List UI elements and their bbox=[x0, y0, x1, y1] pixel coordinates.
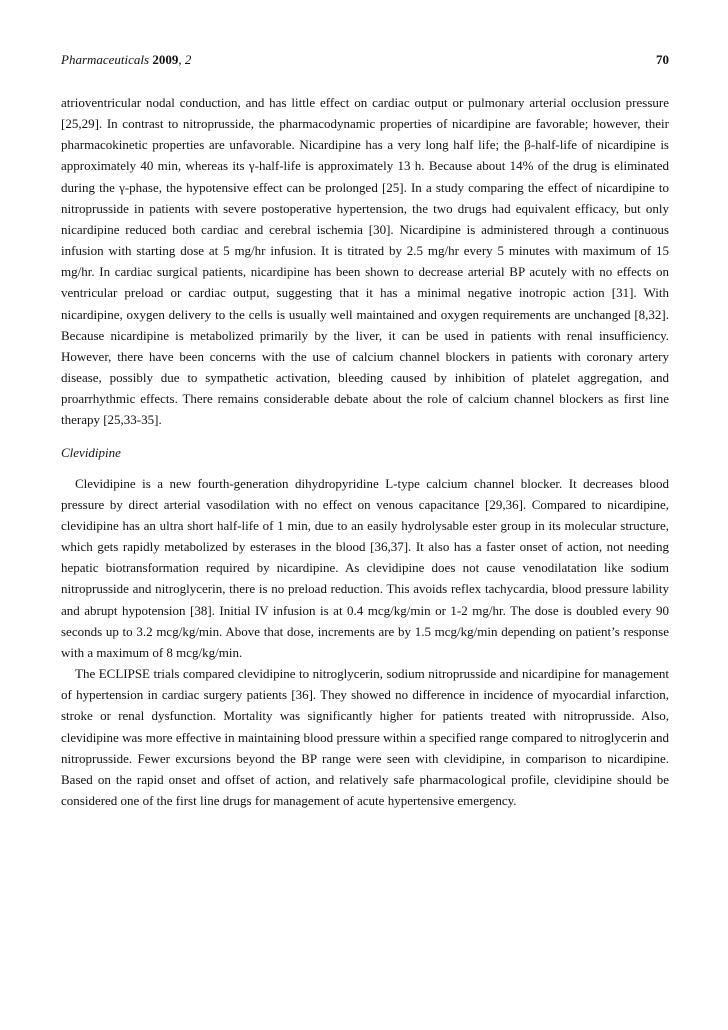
page-number: 70 bbox=[656, 52, 669, 67]
paragraph-clevidipine-intro: Clevidipine is a new fourth-generation dihydropyridine L-type calcium channel blocker. It decreases blood pressure by direct arterial vasodilation with no effect on venous capacitance [29,36]. Compared to nicardipine, clevidipine has an ultra short half-life of 1 min, due to an easily hydrolysable ester group in its molecular structure, which gets rapidly metabolized by esterases in the blood [36,37]. It also has a faster onset of action, not needing hepatic biotransformation required by nicardipine. As clevidipine does not cause venodilatation like sodium nitroprusside and nitroglycerin, there is no preload reduction. This avoids reflex tachycardia, blood pressure lability and abrupt hypotension [38]. Initial IV infusion is at 0.4 mcg/kg/min or 1-2 mg/hr. The dose is doubled every 90 seconds up to 3.2 mcg/kg/min. Above that dose, increments are by 1.5 mcg/kg/min depending on patient’s response with a maximum of 8 mcg/kg/min. bbox=[61, 475, 669, 660]
document-page bbox=[61, 50, 669, 811]
journal-volume: , 2 bbox=[178, 52, 192, 67]
section-heading-clevidipine: Clevidipine bbox=[61, 444, 121, 460]
paragraph-nicardipine: atrioventricular nodal conduction, and has little effect on cardiac output or pulmonary arterial occlusion pressure [25,29]. In contrast to nitroprusside, the pharmacodynamic properties of nicardipine are favorable; however, their pharmacokinetic properties are unfavorable. Nicardipine has a very long half life; the β-half-life of nicardipine is approximately 40 min, whereas its γ-half-life is approximately 13 h. Because about 14% of the drug is eliminated during the γ-phase, the hypotensive effect can be prolonged [25]. In a study comparing the effect of nicardipine to nitroprusside in patients with severe postoperative hypertension, the two drugs had equivalent efficacy, but only nicardipine reduced both cardiac and cerebral ischemia [30]. Nicardipine is administered through a continuous infusion with starting dose at 5 mg/hr infusion. It is titrated by 2.5 mg/hr every 5 minutes with maximum of 15 mg/hr. In cardiac surgical patients, nicardipine has been shown to decrease arterial BP acutely with no effects on ventricular preload or cardiac output, suggesting that it has a minimal negative inotropic action [31]. With nicardipine, oxygen delivery to the cells is usually well maintained and oxygen requirements are unchanged [8,32]. Because nicardipine is metabolized primarily by the liver, it can be used in patients with renal insufficiency. However, there have been concerns with the use of calcium channel blockers in patients with coronary artery disease, possibly due to sympathetic activation, bleeding caused by inhibition of platelet aggregation, and proarrhythmic effects. There remains considerable debate about the role of calcium channel blockers as first line therapy [25,33-35]. bbox=[61, 95, 669, 428]
article-body bbox=[61, 92, 669, 811]
paragraph-eclipse-trials: The ECLIPSE trials compared clevidipine to nitroglycerin, sodium nitroprusside and nicardipine for management of hypertension in cardiac surgery patients [36]. They showed no difference in incidence of myocardial infarction, stroke or renal dysfunction. Mortality was significantly higher for patients treated with nitroprusside. Also, clevidipine was more effective in maintaining blood pressure within a specified range compared to nitroglycerin and nitroprusside. Fewer excursions beyond the BP range were seen with clevidipine, in comparison to nicardipine. Based on the rapid onset and offset of action, and relatively safe pharmacological profile, clevidipine should be considered one of the first line drugs for management of acute hypertensive emergency. bbox=[61, 666, 669, 808]
journal-citation bbox=[61, 50, 191, 70]
journal-name: Pharmaceuticals bbox=[61, 52, 150, 67]
running-header bbox=[61, 50, 669, 70]
journal-year: 2009 bbox=[152, 52, 179, 67]
